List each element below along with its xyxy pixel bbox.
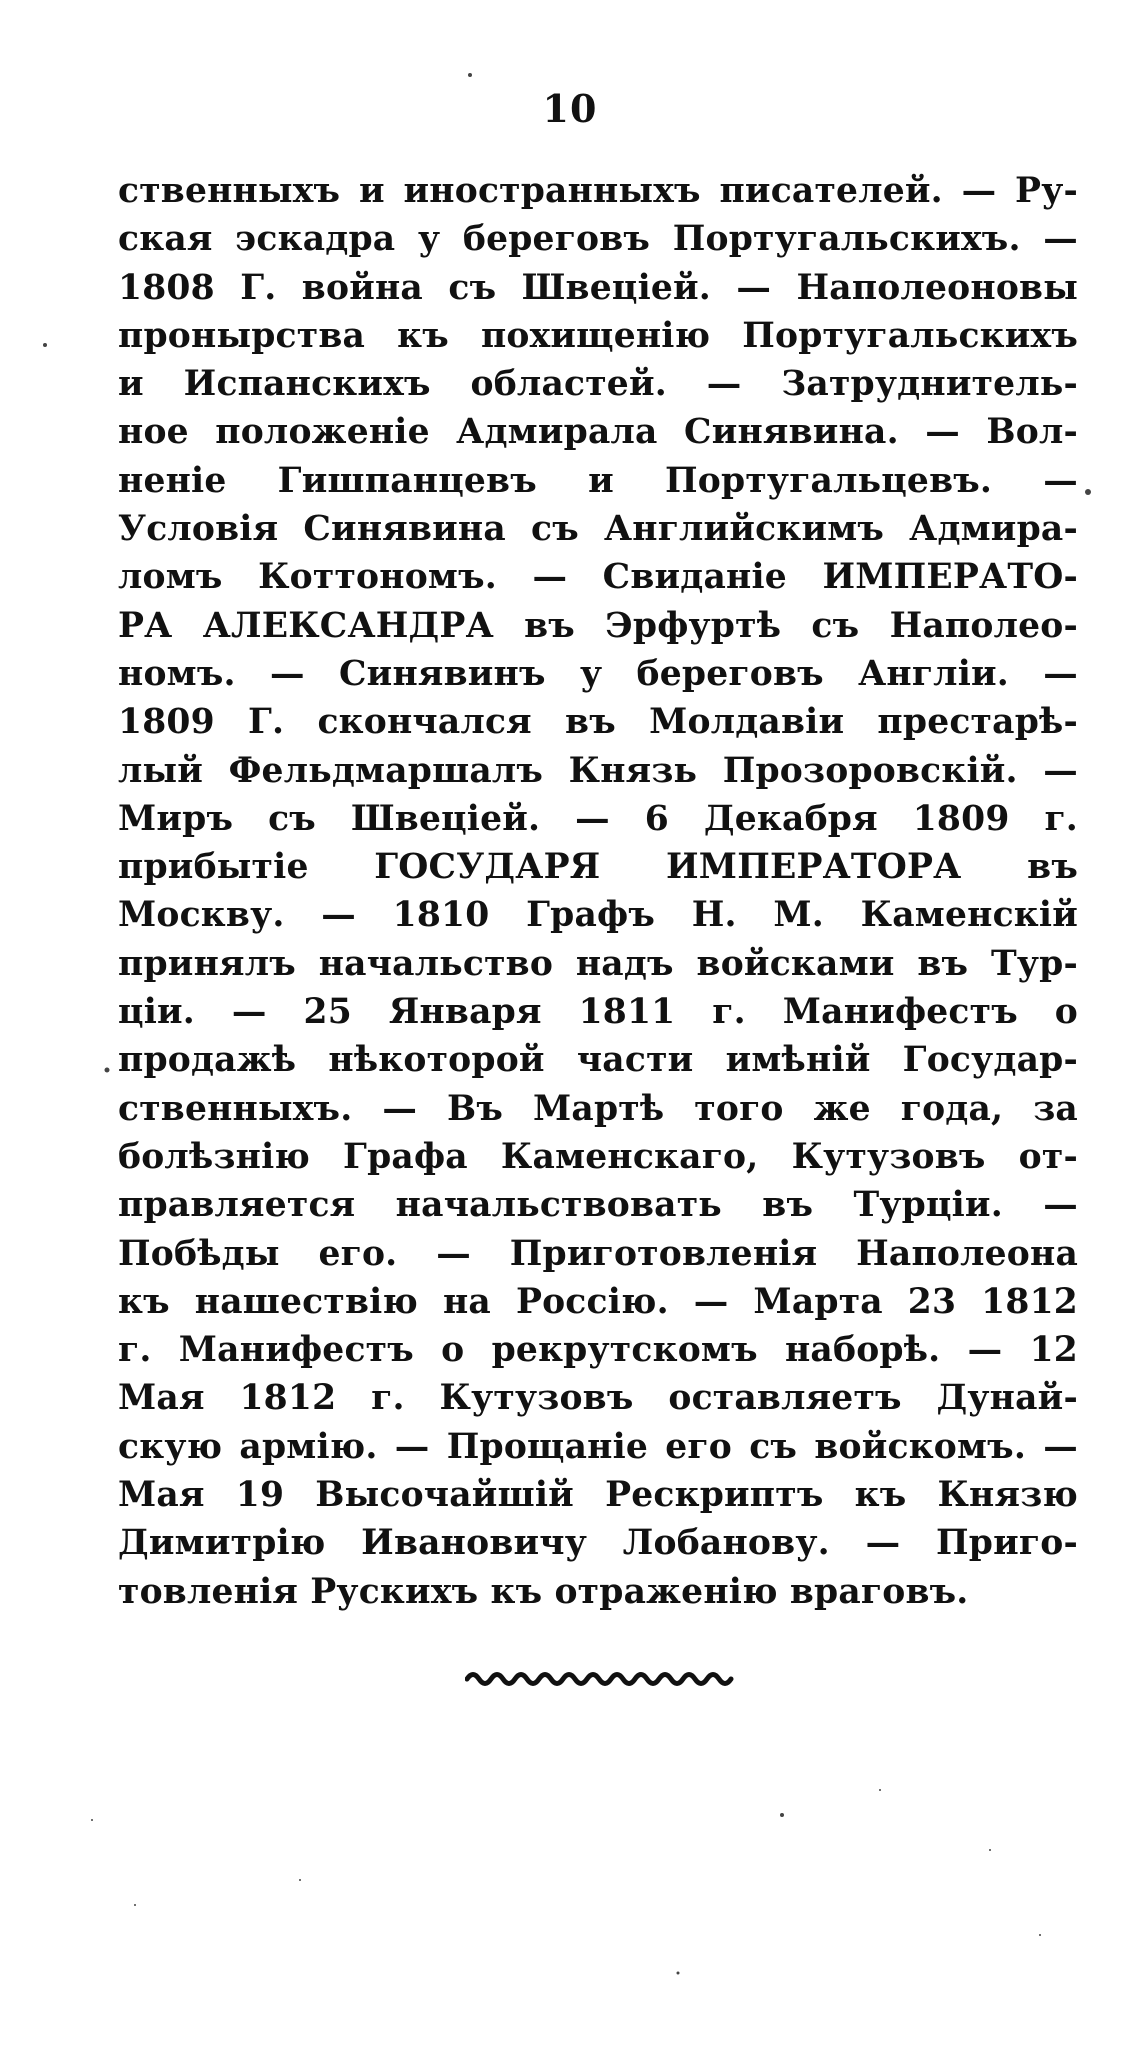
text-line: прибытіе ГОСУДАРЯ ИМПЕРАТОРА въ xyxy=(118,847,1078,888)
text-line: къ нашествію на Россію. — Марта 23 1812 xyxy=(118,1281,1078,1322)
text-line: ломъ Коттономъ. — Свиданіе ИМПЕРАТО- xyxy=(118,557,1078,598)
text-line: ская эскадра у береговъ Португальскихъ. — xyxy=(118,219,1078,260)
text-line: Миръ съ Швеціей. — 6 Декабря 1809 г. xyxy=(118,798,1078,839)
text-line: Условія Синявина съ Английскимъ Адмира- xyxy=(118,509,1078,550)
text-line: Мая 1812 г. Кутузовъ оставляетъ Дунай- xyxy=(118,1378,1078,1419)
wavy-rule-ornament xyxy=(465,1665,735,1689)
text-line: принялъ начальство надъ войсками въ Тур- xyxy=(118,943,1078,984)
text-line: Мая 19 Высочайшій Рескриптъ къ Князю xyxy=(118,1475,1078,1516)
text-line: ное положеніе Адмирала Синявина. — Вол- xyxy=(118,412,1078,453)
text-line: продажѣ нѣкоторой части имѣній Государ- xyxy=(118,1040,1078,1081)
text-line: неніе Гишпанцевъ и Португальцевъ. — xyxy=(118,460,1078,501)
text-line: г. Манифестъ о рекрутскомъ наборѣ. — 12 xyxy=(118,1330,1078,1371)
text-line: 1808 Г. война съ Швеціей. — Наполеоновы xyxy=(118,267,1078,308)
text-line: скую армію. — Прощаніе его съ войскомъ. — xyxy=(118,1426,1078,1467)
text-line: болѣзнію Графа Каменскаго, Кутузовъ от- xyxy=(118,1136,1078,1177)
text-line: ственныхъ. — Въ Мартѣ того же года, за xyxy=(118,1088,1078,1129)
text-line: Москву. — 1810 Графъ Н. М. Каменскій xyxy=(118,895,1078,936)
text-line: Димитрію Ивановичу Лобанову. — Приго- xyxy=(118,1523,1078,1564)
text-line: РА АЛЕКСАНДРА въ Эрфуртѣ съ Наполео- xyxy=(118,605,1078,646)
text-line: пронырства къ похищенію Португальскихъ xyxy=(118,315,1078,356)
text-line: и Испанскихъ областей. — Затруднитель- xyxy=(118,364,1078,405)
text-line: правляется начальствовать въ Турціи. — xyxy=(118,1185,1078,1226)
page-number: 10 xyxy=(542,86,598,131)
text-line: ціи. — 25 Января 1811 г. Манифестъ о xyxy=(118,992,1078,1033)
text-line: 1809 Г. скончался въ Молдавіи престарѣ- xyxy=(118,702,1078,743)
page-text xyxy=(118,167,1078,1616)
text-line: ственныхъ и иностранныхъ писателей. — Ру- xyxy=(118,171,1078,211)
text-line: товленія Рускихъ къ отраженію враговъ. xyxy=(118,1571,969,1612)
text-line: Побѣды его. — Приготовленія Наполеона xyxy=(118,1233,1078,1274)
text-line: лый Фельдмаршалъ Князь Прозоровскій. — xyxy=(118,750,1078,791)
text-line: номъ. — Синявинъ у береговъ Англіи. — xyxy=(118,653,1078,694)
